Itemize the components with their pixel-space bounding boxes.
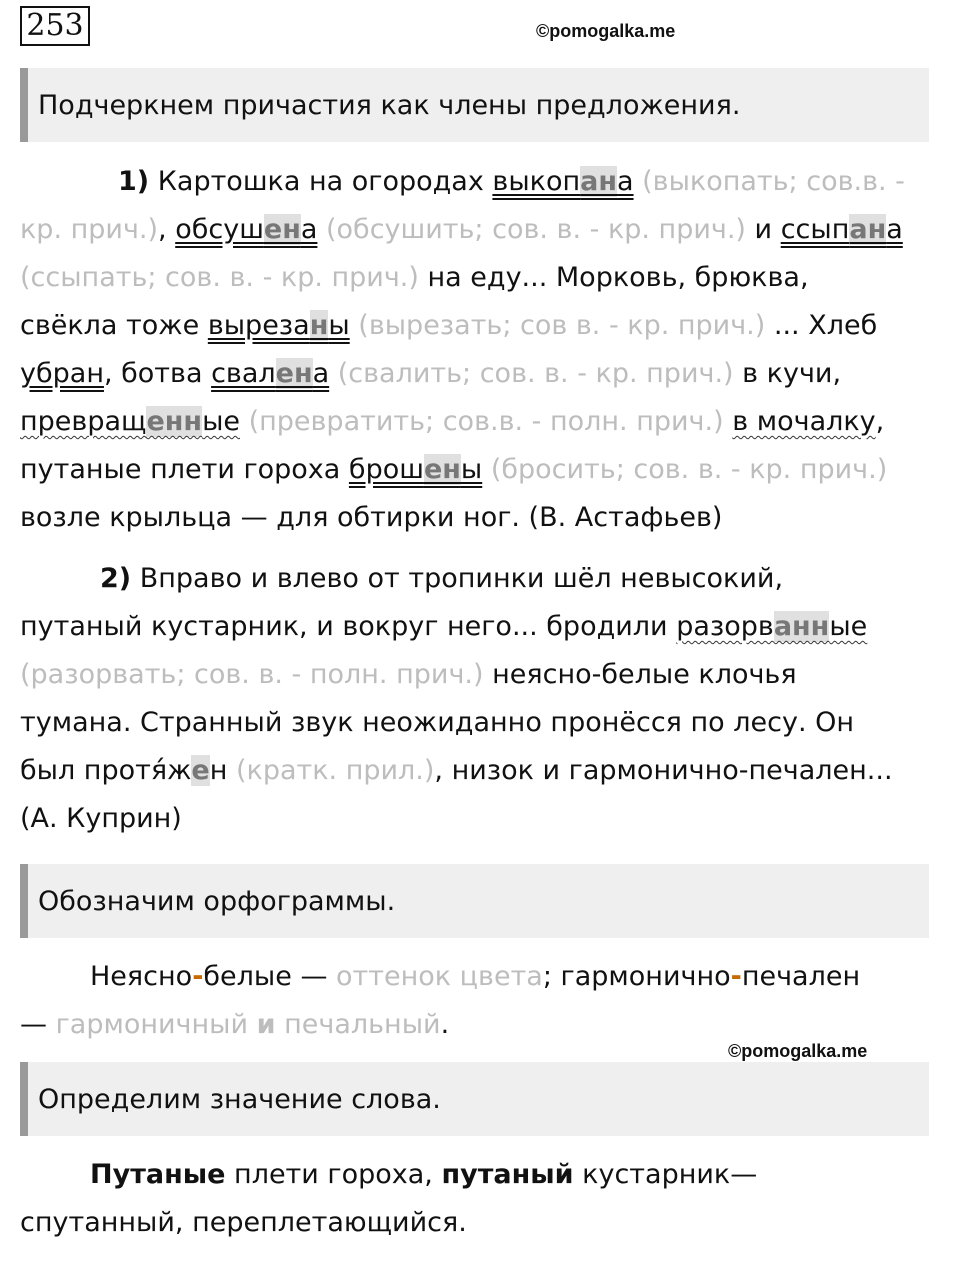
p2-line-3: (разорвать; сов. в. - полн. прич.) неясно-белые клочья	[20, 659, 797, 690]
section-header-1	[20, 68, 929, 142]
watermark-middle: ©pomogalka.me	[728, 1041, 868, 1061]
p2-line-5: был протя́жен (кратк. прил.), низок и гармонично-печален...	[20, 755, 893, 786]
p2-line-1: 2) Вправо и влево от тропинки шёл невысокий,	[100, 563, 784, 594]
participle-ssypana: ссыпана	[780, 214, 903, 245]
paragraph-1	[20, 158, 940, 542]
paragraph-3	[20, 953, 940, 1049]
section-header-2	[20, 864, 929, 938]
dependent-word: в мочалку	[732, 406, 876, 437]
task-number: 253	[20, 6, 90, 46]
p3-line-2: — гармоничный и печальный.	[20, 1009, 450, 1040]
p4-line-2: спутанный, переплетающийся.	[20, 1207, 467, 1238]
p1-line-5: убран, ботва свалена (свалить; сов. в. - кр. прич.) в кучи,	[20, 358, 842, 389]
participle-vykopana: выкопана	[492, 166, 634, 197]
p2-line-2: путаный кустарник, и вокруг него... бродили разорванные	[20, 611, 868, 642]
participle-svalena: свалена	[211, 358, 330, 389]
participle-razorvannye: разорванные	[676, 611, 868, 642]
p1-line-1: 1) Картошка на огородах выкопана (выкопать; сов.в. -	[118, 166, 905, 197]
watermark-top: ©pomogalka.me	[536, 21, 676, 41]
p1-line-4: свёкла тоже вырезаны (вырезать; сов в. - кр. прич.) ... Хлеб	[20, 310, 878, 341]
participle-obsushena: обсушена	[175, 214, 318, 245]
paragraph-4	[20, 1151, 940, 1247]
participle-broshena: брошены	[348, 454, 483, 485]
p1-line-8: возле крыльца — для обтирки ног. (В. Астафьев)	[20, 502, 723, 533]
participle-ubran: убран	[20, 358, 104, 389]
p1-line-3: (ссыпать; сов. в. - кр. прич.) на еду... Морковь, брюква,	[20, 262, 809, 293]
p4-line-1: Путаные плети гороха, путаный кустарник—	[90, 1159, 758, 1190]
section-header-1-text: Подчеркнем причастия как члены предложения.	[38, 89, 741, 121]
section-header-3-text: Определим значение слова.	[38, 1083, 441, 1115]
p2-line-6: (А. Куприн)	[20, 803, 182, 834]
section-header-2-text: Обозначим орфограммы.	[38, 885, 396, 917]
paragraph-2	[20, 555, 940, 843]
p1-line-6: превращенные (превратить; сов.в. - полн. прич.) в мочалку,	[20, 406, 885, 437]
p2-line-4: тумана. Странный звук неожиданно пронёсся по лесу. Он	[20, 707, 855, 738]
p1-line-2: кр. прич.), обсушена (обсушить; сов. в. - кр. прич.) и ссыпана	[20, 214, 903, 245]
participle-prevrashchennye: превращенные	[20, 406, 240, 437]
section-header-3	[20, 1062, 929, 1136]
participle-vyrezany: вырезаны	[207, 310, 350, 341]
p1-line-7: путаные плети гороха брошены (бросить; сов. в. - кр. прич.)	[20, 454, 888, 485]
p3-line-1: Неясно-белые — оттенок цвета; гармонично-печален	[90, 961, 861, 992]
